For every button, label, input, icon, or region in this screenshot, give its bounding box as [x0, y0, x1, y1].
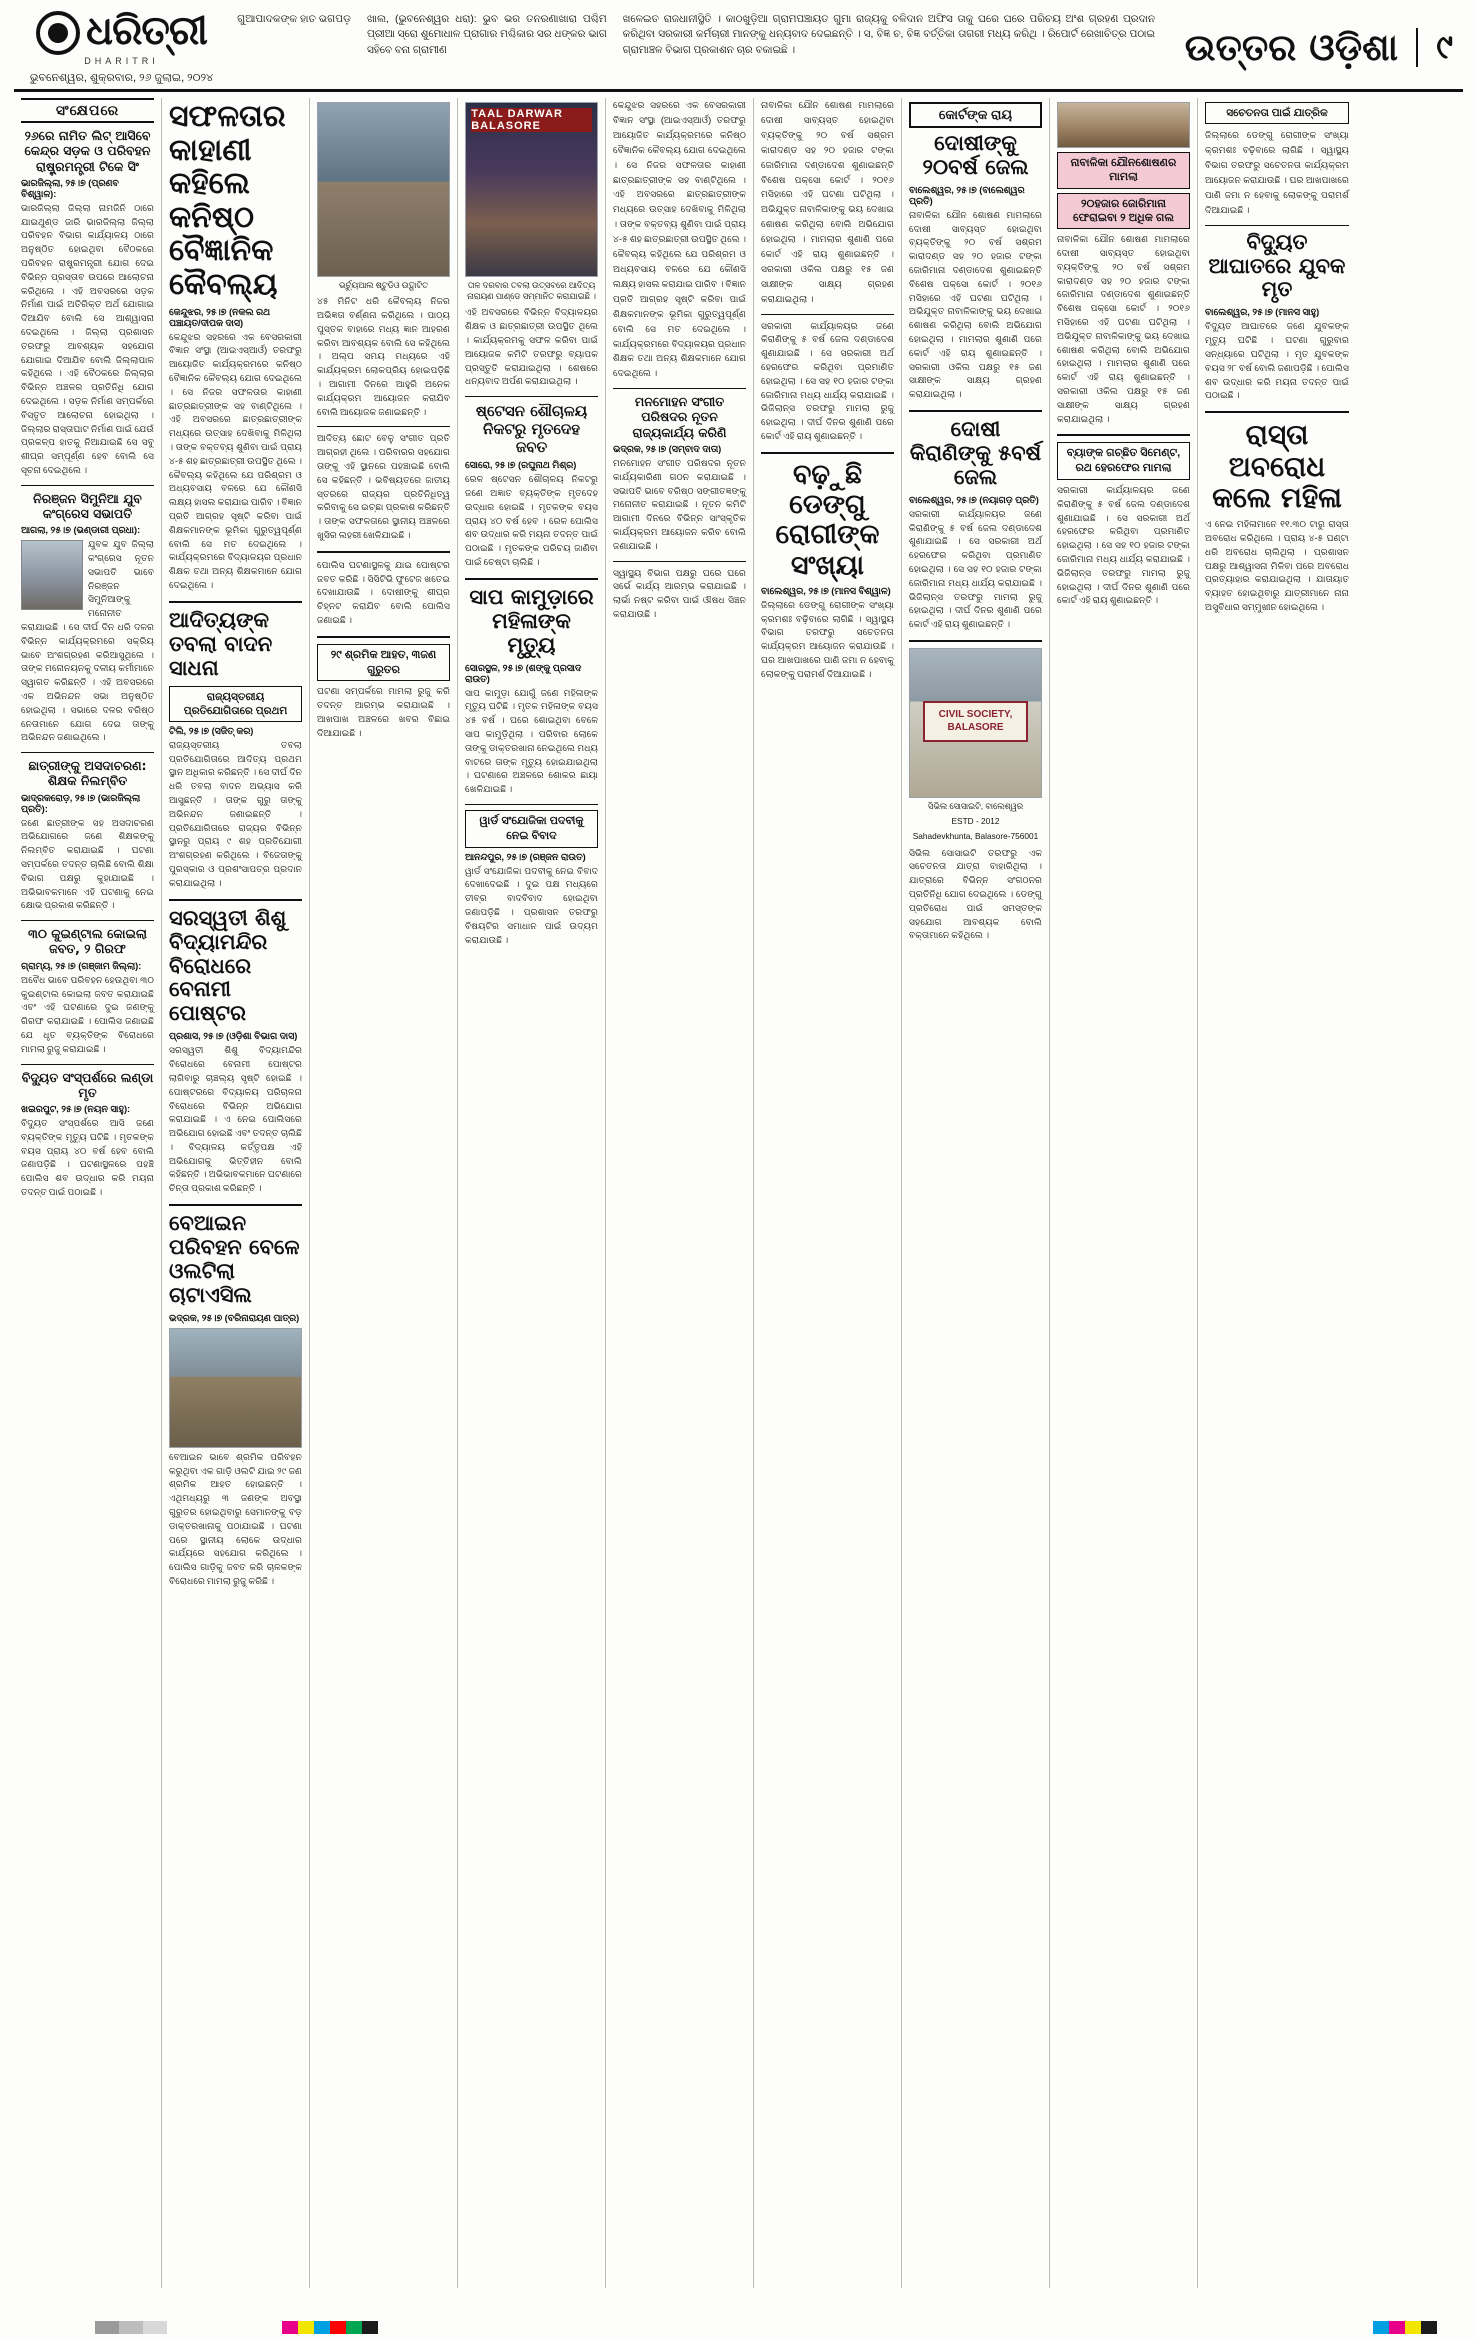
court-body-1-right: ନାବାଳିକା ଯୌନ ଶୋଷଣ ମାମଲାରେ ଦୋଷୀ ସାବ୍ୟସ୍ତ ହୋଇଥିବା ବ୍ୟକ୍ତିଙ୍କୁ ୨୦ ବର୍ଷ ସଶ୍ରମ କାରାଦଣ୍ଡ ସହ ୨୦ ହଜାର ଟଙ୍କା ଜୋରିମାନା ଦଣ୍ଡାଦେଶ ଶୁଣାଇଛନ୍ତି ବିଶେଷ ପକ୍ସୋ କୋର୍ଟ । ୨୦୧୬ ମସିହାରେ ଏହି ଘଟଣା ଘଟିଥିଲା । ଅଭିଯୁକ୍ତ ନାବାଳିକାଙ୍କୁ ଭୟ ଦେଖାଇ ଶୋଷଣ କରିଥିଲା ବୋଲି ଅଭିଯୋଗ ହୋଇଥିଲା । ମାମଲାର ଶୁଣାଣି ପରେ କୋର୍ଟ ଏହି ରାୟ ଶୁଣାଇଛନ୍ତି । ସରକାରୀ ଓକିଲ ପକ୍ଷରୁ ୧୫ ଜଣ ସାକ୍ଷୀଙ୍କ ସାକ୍ଷ୍ୟ ଗ୍ରହଣ କରାଯାଇଥିଲା । — [1057, 234, 1190, 424]
dengue-dateline: ବାଲେଶ୍ୱର, ୨୫।୭ (ମାନସ ବିଶ୍ୱାଳ) — [761, 585, 891, 596]
snake-dateline: ସୋରସ୍ଥଳ, ୨୫।୭ (ଶଙ୍କୁ ପ୍ରସାଦ ରାଉତ) — [465, 662, 582, 684]
civil-society-rally-photo — [909, 648, 1042, 798]
brief-dateline-5: ଖଇରପୁଟ, ୨୫।୭ (ନୟନ ସାହୁ): — [21, 1104, 131, 1114]
newspaper-logo: ଧରିତ୍ରୀ — [14, 10, 229, 55]
swirl-icon — [36, 11, 80, 55]
ward-tag: ୱାର୍ଡ ସଂଯୋଜିକା ପଦବୀକୁ ନେଇ ବିବାଦ — [465, 810, 598, 848]
brief-dateline-3: ଭାଦ୍ରକରୋଡ଼, ୨୫।୭ (ଭାରଜିଲ୍ଲା ପ୍ରତି): — [21, 792, 141, 814]
manmohan-body: ମନମୋହନ ସଂଗୀତ ପରିଷଦର ନୂତନ କାର୍ଯ୍ୟକାରିଣୀ ଗଠନ କରାଯାଇଛି । ସଭାପତି ଭାବେ ବରିଷ୍ଠ ସଙ୍ଗୀତଜ୍ଞଙ୍କୁ ମନୋନୀତ କରାଯାଇଛି । ନୂତନ କମିଟି ଆଗାମୀ ଦିନରେ ବିଭିନ୍ନ ସାଂସ୍କୃତିକ କାର୍ଯ୍ୟକ୍ରମ ଆୟୋଜନ କରିବ ବୋଲି ଜଣାଯାଇଛି । — [613, 457, 746, 551]
station-body: ରେଳ ଷ୍ଟେସନ ଶୌଚାଳୟ ନିକଟରୁ ଜଣେ ଅଜ୍ଞାତ ବ୍ୟକ୍ତିଙ୍କ ମୃତଦେହ ଉଦ୍ଧାର ହୋଇଛି । ମୃତକଙ୍କ ବୟସ ପ୍ରାୟ ୪୦ ବର୍ଷ ହେବ । ରେଳ ପୋଲିସ ଶବ ଉଦ୍ଧାର କରି ମୟନା ତଦନ୍ତ ପାଇଁ ପଠାଇଛି । ମୃତକଙ୍କ ପରିଚୟ ଜାଣିବା ପାଇଁ ଚେଷ୍ଟା ଚାଲିଛି । — [465, 474, 598, 567]
court-dateline-1: ବାଲେଶ୍ୱର, ୨୫।୭ (ବାଲେଶ୍ୱର ପ୍ରତି) — [909, 184, 1025, 206]
column-2 — [162, 98, 310, 2288]
print-registration-bars — [0, 2319, 1477, 2335]
column-4 — [458, 98, 606, 2288]
civil-society-estd: ESTD - 2012 — [951, 816, 1000, 827]
ward-body: ୱାର୍ଡ ସଂଯୋଜିକା ପଦବୀକୁ ନେଇ ବିବାଦ ଦେଖାଦେଇଛି । ଦୁଇ ପକ୍ଷ ମଧ୍ୟରେ ତୀବ୍ର ବାଦବିବାଦ ହୋଇଥିବା ଜଣାପଡ଼ିଛି । ପ୍ରଶାସନ ତରଫରୁ ବିଷୟଟିର ସମାଧାନ ପାଇଁ ଉଦ୍ୟମ କରାଯାଉଛି । — [465, 865, 598, 945]
court-dateline-2: ବାଲେଶ୍ୱର, ୨୫।୭ (ନୟାଗଡ଼ ପ୍ରତି) — [909, 494, 1039, 505]
saraswati-body: ସରସ୍ୱତୀ ଶିଶୁ ବିଦ୍ୟାମନ୍ଦିର ବିରୋଧରେ ବେନାମୀ ପୋଷ୍ଟର ଲାଗିବାରୁ ଚାଞ୍ଚଲ୍ୟ ସୃଷ୍ଟି ହୋଇଛି । ପୋଷ୍ଟରରେ ବିଦ୍ୟାଳୟ ପରିଚାଳନା ବିରୋଧରେ ବିଭିନ୍ନ ଅଭିଯୋଗ କରାଯାଇଛି । ଏ ନେଇ ପୋଲିସରେ ଅଭିଯୋଗ ହୋଇଛି ଏବଂ ତଦନ୍ତ ଚାଲିଛି । ବିଦ୍ୟାଳୟ କର୍ତ୍ତୃପକ୍ଷ ଏହି ଅଭିଯୋଗକୁ ଭିତ୍ତିହୀନ ବୋଲି କହିଛନ୍ତି । ଅଭିଭାବକମାନେ ଘଟଣାରେ ଚିନ୍ତା ପ୍ରକାଶ କରିଛନ୍ତି । — [169, 1045, 302, 1194]
edition-name: ଉତ୍ତର ଓଡ଼ିଶା — [1184, 25, 1399, 69]
page-grid — [14, 98, 1463, 2288]
brief-headline-4: ୩୦ କୁଇଣ୍ଟାଲ କୋଇଲା ଜବତ, ୨ ଗିରଫ — [28, 926, 147, 957]
snake-body: ସାପ କାମୁଡ଼ା ଯୋଗୁଁ ଜଣେ ମହିଳାଙ୍କ ମୃତ୍ୟୁ ଘଟିଛି । ମୃତକ ମହିଳାଙ୍କ ବୟସ ୪୫ ବର୍ଷ । ଘରେ ଶୋଇଥିବା ବେଳେ ସାପ କାମୁଡ଼ିଥିଲା । ପରିବାର ଲୋକେ ତାଙ୍କୁ ଡାକ୍ତରଖାନା ନେଇଥିଲେ ମଧ୍ୟ ବାଟରେ ତାଙ୍କ ମୃତ୍ୟୁ ହୋଇଯାଇଥିଲା । ଘଟଣାରେ ଅଞ୍ଚଳରେ ଶୋକର ଛାୟା ଖେଳିଯାଇଛି । — [465, 687, 598, 795]
column-9 — [1198, 98, 1356, 2288]
lead-dateline: କେନ୍ଦୁଝର, ୨୫।୭ (ନକଲ ରଥ ପଞ୍ଚାୟତ/ଦୀପକ ଦାସ) — [169, 306, 270, 328]
column-brief — [14, 98, 162, 2288]
tabla-dateline: ଟିଲି, ୨୫।୭ (ସଜିତ୍ କର) — [169, 725, 254, 736]
tabla-photo-caption: ତାଳ ଦରବାର ତବଲା ଉତ୍ସବରେ ଆଦିତ୍ୟ ନାରାୟଣ ପାଣ୍ଡେ ସମ୍ମାନିତ କରାଯାଇଛି । — [467, 280, 596, 302]
brief-dateline-1: ଭାରଜିଲ୍ଲା, ୨୫।୭ (ପ୍ରଣବ ବିଶ୍ୱାଳ): — [21, 177, 119, 199]
brief-body-3: ଜଣେ ଛାତ୍ରୀଙ୍କ ସହ ଅସଦାଚରଣ ଅଭିଯୋଗରେ ଜଣେ ଶିକ୍ଷକଙ୍କୁ ନିଲମ୍ବିତ କରାଯାଇଛି । ଘଟଣା ସମ୍ପର୍କରେ ତଦନ୍ତ ଚାଲିଛି ବୋଲି ଶିକ୍ଷା ବିଭାଗ ପକ୍ଷରୁ କୁହାଯାଇଛି । ଅଭିଭାବକମାନେ ଏହି ଘଟଣାକୁ ନେଇ କ୍ଷୋଭ ପ୍ରକାଶ କରିଛନ୍ତି । — [21, 817, 154, 911]
lead-body-left: କେନ୍ଦୁଝର ସହରରେ ଏକ ବେସରକାରୀ ବିଜ୍ଞାନ ସଂସ୍ଥା (ଆଇଏସ୍ଆର୍ଓ) ତରଫରୁ ଆୟୋଜିତ କାର୍ଯ୍ୟକ୍ରମରେ କନିଷ୍ଠ ବୈଜ୍ଞାନିକ କୈବଲ୍ୟ ଯୋଗ ଦେଇଥିଲେ । ସେ ନିଜର ସଫଳତାର କାହାଣୀ ଛାତ୍ରଛାତ୍ରୀଙ୍କ ସହ ବାଣ୍ଟିଥିଲେ । ଏହି ଅବସରରେ ଛାତ୍ରଛାତ୍ରୀଙ୍କ ମଧ୍ୟରେ ଉତ୍ସାହ ଦେଖିବାକୁ ମିଳିଥିଲା । ତାଙ୍କ ବକ୍ତବ୍ୟ ଶୁଣିବା ପାଇଁ ପ୍ରାୟ ୪-୫ ଶହ ଛାତ୍ରଛାତ୍ରୀ ଉପସ୍ଥିତ ଥିଲେ । କୈବଲ୍ୟ କହିଥିଲେ ଯେ ପରିଶ୍ରମ ଓ ଅଧ୍ୟବସାୟ ବଳରେ ଯେ କୌଣସି ଲକ୍ଷ୍ୟ ହାସଲ କରାଯାଇ ପାରିବ । ବିଜ୍ଞାନ ପ୍ରତି ଆଗ୍ରହ ସୃଷ୍ଟି କରିବା ପାଇଁ ଶିକ୍ଷକମାନଙ୍କ ଭୂମିକା ଗୁରୁତ୍ୱପୂର୍ଣ୍ଣ ବୋଲି ସେ ମତ ଦେଇଥିଲେ । କାର୍ଯ୍ୟକ୍ରମରେ ବିଦ୍ୟାଳୟର ପ୍ରଧାନ ଶିକ୍ଷକ ତଥା ଅନ୍ୟ ଶିକ୍ଷକମାନେ ଯୋଗ ଦେଇଥିଲେ । — [169, 331, 302, 590]
cmyk-bars-right — [1373, 2321, 1437, 2334]
dengue-side-tag: ସଚେତନତା ପାଇଁ ଯାତ୍ରିକ — [1205, 102, 1349, 124]
court-headline-1: ଦୋଷୀଙ୍କୁ ୨୦ବର୍ଷ ଜେଲ — [922, 131, 1029, 179]
tabla-headline: ଆଦିତ୍ୟଙ୍କ ତବଲା ବାଦନ ସାଧନା — [169, 607, 273, 680]
court-section-tag: କୋର୍ଟଙ୍କ ରାୟ — [909, 102, 1042, 128]
lead-body-mid: ୪୫ ମିନିଟ ଧରି କୈବଲ୍ୟ ନିଜର ଅଭିଜ୍ଞତା ବର୍ଣ୍ଣନା କରିଥିଲେ । ପାଠ୍ୟ ପୁସ୍ତକ ବାହାରେ ମଧ୍ୟ ଜ୍ଞାନ ଆହରଣ କରିବା ଆବଶ୍ୟକ ବୋଲି ସେ କହିଥିଲେ । ଅଲ୍ପ ସମୟ ମଧ୍ୟରେ ଏହି କାର୍ଯ୍ୟକ୍ରମ ଲୋକପ୍ରିୟ ହୋଇପଡ଼ିଛି । ଆଗାମୀ ଦିନରେ ଆହୁରି ଅନେକ କାର୍ଯ୍ୟକ୍ରମ ଆୟୋଜନ କରାଯିବ ବୋଲି ଆୟୋଜକ ଜଣାଇଛନ୍ତି । — [317, 296, 450, 417]
saraswati-headline: ସରସ୍ୱତୀ ଶିଶୁ ବିଦ୍ୟାମନ୍ଦିର ବିରୋଧରେ ବେନାମୀ ପୋଷ୍ଟର — [169, 905, 287, 1026]
tabla-award-photo — [465, 102, 598, 277]
brief-headline-3: ଛାତ୍ରୀଙ୍କୁ ଅସଦାଚରଣ: ଶିକ୍ଷକ ନିଲମ୍ବିତ — [28, 758, 147, 789]
beainn-dateline: ଭଦ୍ରକ, ୨୫।୭ (ବରିନାରାୟଣ ପାତ୍ର) — [169, 1312, 300, 1323]
brief-body-5: ବିଦ୍ୟୁତ ସଂସ୍ପର୍ଶରେ ଆସି ଜଣେ ବ୍ୟକ୍ତିଙ୍କ ମୃତ୍ୟୁ ଘଟିଛି । ମୃତକଙ୍କ ବୟସ ପ୍ରାୟ ୪୦ ବର୍ଷ ହେବ ବୋଲି ଜଣାପଡ଼ିଛି । ଘଟଣାସ୍ଥଳରେ ପହଞ୍ଚି ପୋଲିସ ଶବ ଉଦ୍ଧାର କରି ମୟନା ତଦନ୍ତ ପାଇଁ ପଠାଇଛି । — [21, 1118, 154, 1197]
saraswati-body-2: ପୋଲିସ ଘଟଣାସ୍ଥଳକୁ ଯାଇ ପୋଷ୍ଟର ଜବତ କରିଛି । ସିସିଟିଭି ଫୁଟେଜ ଖତେଇ ଦେଖାଯାଉଛି । ଦୋଷୀଙ୍କୁ ଶୀଘ୍ର ଚିହ୍ନଟ କରାଯିବ ବୋଲି ପୋଲିସ ଜଣାଇଛି । — [317, 559, 450, 625]
brief-body-4: ଅବୈଧ ଭାବେ ପରିବହନ ହେଉଥିବା ୩୦ କୁଇଣ୍ଟାଲ କୋଇଲା ଜବତ କରାଯାଇଛି ଏବଂ ଏହି ଘଟଣାରେ ଦୁଇ ଜଣଙ୍କୁ ଗିରଫ କରାଯାଇଛି । ପୋଲିସ ଜଣାଇଛି ଯେ ଧୃତ ବ୍ୟକ୍ତିଙ୍କ ବିରୋଧରେ ମାମଲା ରୁଜୁ କରାଯାଇଛି । — [21, 974, 154, 1054]
dengue-side-body: ଜିଲ୍ଲାରେ ଡେଙ୍ଗୁ ରୋଗୀଙ୍କ ସଂଖ୍ୟା କ୍ରମଶଃ ବଢ଼ିବାରେ ଲାଗିଛି । ସ୍ୱାସ୍ଥ୍ୟ ବିଭାଗ ତରଫରୁ ସଚେତନତା କାର୍ଯ୍ୟକ୍ରମ ଆୟୋଜନ କରାଯାଉଛି । ଘର ଆଖପାଖରେ ପାଣି ଜମା ନ ହେବାକୁ ଲୋକଙ୍କୁ ପରାମର୍ଶ ଦିଆଯାଇଛି । — [1205, 130, 1349, 215]
studio-inauguration-photo — [317, 102, 450, 277]
column-5 — [606, 98, 754, 2288]
dengue-body: ଜିଲ୍ଲାରେ ଡେଙ୍ଗୁ ରୋଗୀଙ୍କ ସଂଖ୍ୟା କ୍ରମଶଃ ବଢ଼ିବାରେ ଲାଗିଛି । ସ୍ୱାସ୍ଥ୍ୟ ବିଭାଗ ତରଫରୁ ସଚେତନତା କାର୍ଯ୍ୟକ୍ରମ ଆୟୋଜନ କରାଯାଉଛି । ଘର ଆଖପାଖରେ ପାଣି ଜମା ନ ହେବାକୁ ଲୋକଙ୍କୁ ପରାମର୍ଶ ଦିଆଯାଇଛି । — [761, 599, 894, 679]
snake-headline: ସାପ କାମୁଡ଼ାରେ ମହିଳାଙ୍କ ମୃତ୍ୟୁ — [469, 584, 594, 657]
masthead-column-c: ଖଳେଇତ ରାଜଧାନୀସ୍ଥିତି । କାଠଖୁଡ଼ିଆ ଗ୍ରାମପଞ୍ଚାୟତ ଗୁମା ରାଜ୍ୟକୁ ବଳିଦାନ ଅଫିସ ତାକୁ ଘରେ ଘରେ ପରିଚୟ ଅଂଶ ଗ୍ରହଣ ପ୍ରଦାନ କରିଥିବା ସରକାରୀ କର୍ମଚାରୀ ମାନଙ୍କୁ ଧନ୍ୟବାଦ ଦେଇଛନ୍ତି । ସ, ବିଜ୍ଞ ଚ, ବିଜ୍ଞ ବର୍ତ୍ତିକା ତାଗରୀ ମଧ୍ୟ କରିଥି । ରିପୋର୍ଟ ରେଖାଚିତ୍ର ପଠାଇ ଗ୍ରାମାଞ୍ଚଳ ବିଭାଗ ପ୍ରକାଶନ ଚାର ବକାଇଛି । — [622, 14, 1155, 56]
court-body-2-cont: ସରକାରୀ କାର୍ଯ୍ୟାଳୟର ଜଣେ କିରାଣିଙ୍କୁ ୫ ବର୍ଷ ଜେଲ ଦଣ୍ଡାଦେଶ ଶୁଣାଯାଇଛି । ସେ ସରକାରୀ ଅର୍ଥ ହେରଫେର କରିଥିବା ପ୍ରମାଣିତ ହୋଇଥିଲା । ସେ ସହ ୧୦ ହଜାର ଟଙ୍କା ଜୋରିମାନା ମଧ୍ୟ ଧାର୍ଯ୍ୟ କରାଯାଇଛି । ଭିଜିଲାନ୍ସ ତରଫରୁ ମାମଲା ରୁଜୁ ହୋଇଥିଲା । ଦୀର୍ଘ ଦିନର ଶୁଣାଣି ପରେ କୋର୍ଟ ଏହି ରାୟ ଶୁଣାଇଛନ୍ତି । — [909, 508, 1042, 630]
dengue-body-2: ସିଭିଲ ସୋସାଇଟି ତରଫରୁ ଏକ ସଚେତନତା ଯାତ୍ରା ବାହାରିଥିଲା । ଯାତ୍ରାରେ ବିଭିନ୍ନ ସଂଗଠନର ପ୍ରତିନିଧି ଯୋଗ ଦେଇଥିଲେ । ଡେଙ୍ଗୁ ପ୍ରତିରୋଧ ପାଇଁ ସମସ୍ତଙ୍କ ସହଯୋଗ ଆବଶ୍ୟକ ବୋଲି ବକ୍ତାମାନେ କହିଥିଲେ । — [909, 847, 1042, 941]
civil-society-banner-sub: ସିଭିଲ ସୋସାଇଟି, ବାଲେଶ୍ୱର — [927, 801, 1024, 812]
brief-headline-5: ବିଦ୍ୟୁତ ସଂସ୍ପର୍ଶରେ ଲଣ୍ଡା ମୃତ — [21, 1069, 154, 1100]
court-body-1-cont: ନାବାଳିକା ଯୌନ ଶୋଷଣ ମାମଲାରେ ଦୋଷୀ ସାବ୍ୟସ୍ତ ହୋଇଥିବା ବ୍ୟକ୍ତିଙ୍କୁ ୨୦ ବର୍ଷ ସଶ୍ରମ କାରାଦଣ୍ଡ ସହ ୨୦ ହଜାର ଟଙ୍କା ଜୋରିମାନା ଦଣ୍ଡାଦେଶ ଶୁଣାଇଛନ୍ତି ବିଶେଷ ପକ୍ସୋ କୋର୍ଟ । ୨୦୧୬ ମସିହାରେ ଏହି ଘଟଣା ଘଟିଥିଲା । ଅଭିଯୁକ୍ତ ନାବାଳିକାଙ୍କୁ ଭୟ ଦେଖାଇ ଶୋଷଣ କରିଥିଲା ବୋଲି ଅଭିଯୋଗ ହୋଇଥିଲା । ମାମଲାର ଶୁଣାଣି ପରେ କୋର୍ଟ ଏହି ରାୟ ଶୁଣାଇଛନ୍ତି । ସରକାରୀ ଓକିଲ ପକ୍ଷରୁ ୧୫ ଜଣ ସାକ୍ଷୀଙ୍କ ସାକ୍ଷ୍ୟ ଗ୍ରହଣ କରାଯାଇଥିଲା । — [909, 209, 1042, 400]
tabla-subhead: ରାଜ୍ୟସ୍ତରୀୟ ପ୍ରତିଯୋଗିତାରେ ପ୍ରଥମ — [169, 686, 302, 722]
manmohan-dateline: ଭଦ୍ରକ, ୨୫।୭ (ସମ୍ବାଦ ଦାତା) — [613, 443, 722, 454]
road-block-headline: ରାସ୍ତା ଅବରୋଧ କଲେ ମହିଳା — [1212, 418, 1342, 514]
brief-headline-1: ୨୬ରେ ନାମିତ ଲିଟ୍ ଆସିବେ କେନ୍ଦ୍ର ସଡ଼କ ଓ ପରିବହନ ରାଷ୍ଟ୍ରମନ୍ତ୍ରୀ ଟିକେ ସିଂ — [24, 128, 151, 174]
manmohan-headline: ମନମୋହନ ସଂଗୀତ ପରିଷଦର ନୂତନ ରାଜ୍ୟକାର୍ଯ୍ୟ କରିଣି — [632, 394, 727, 440]
overturned-truck-photo — [169, 1328, 302, 1448]
publication-date: ଭୁବନେଶ୍ୱର, ଶୁକ୍ରବାର, ୨୬ ଜୁଲାଇ, ୨୦୨୪ — [29, 72, 214, 84]
brief-dateline-4: ଗ୍ରାମ୍ୟ, ୨୫।୭ (ଗଞ୍ଜାମ ଜିଲ୍ଲା): — [21, 960, 142, 971]
column-7 — [902, 98, 1050, 2288]
court-body-2: ସରକାରୀ କାର୍ଯ୍ୟାଳୟର ଜଣେ କିରାଣିଙ୍କୁ ୫ ବର୍ଷ ଜେଲ ଦଣ୍ଡାଦେଶ ଶୁଣାଯାଇଛି । ସେ ସରକାରୀ ଅର୍ଥ ହେରଫେର କରିଥିବା ପ୍ରମାଣିତ ହୋଇଥିଲା । ସେ ସହ ୧୦ ହଜାର ଟଙ୍କା ଜୋରିମାନା ମଧ୍ୟ ଧାର୍ଯ୍ୟ କରାଯାଇଛି । ଭିଜିଲାନ୍ସ ତରଫରୁ ମାମଲା ରୁଜୁ ହୋଇଥିଲା । ଦୀର୍ଘ ଦିନର ଶୁଣାଣି ପରେ କୋର୍ଟ ଏହି ରାୟ ଶୁଣାଇଛନ୍ତି । — [761, 320, 894, 442]
saraswati-dateline: ପ୍ରଶାସ, ୨୫।୭ (ଓଡ଼ିଶା ବିଭାଗ ଦାସ) — [169, 1031, 298, 1042]
masthead-column-b: ଖାଲ, (ଭୁବନେଶ୍ୱର ଧରା): ଭୁବ ଭର ତନରଣାଖାରା ପଶ୍ଚିମ ପ୍ରୀଆ ସ୍ରୋ ଶୁମୋଧାଳ ପ୍ରାଗାର ମଶ୍ଚିକାର ସର ଧଙ୍କର ଭାଗ ସହିବେ ବନା ଗ୍ରାମୀଣ — [367, 14, 607, 56]
dengue-headline: ବଢ଼ୁଛି ଡେଙ୍ଗୁ ରୋଗୀଙ୍କ ସଂଖ୍ୟା — [775, 458, 880, 581]
logo-subtext: DHARITRI — [84, 56, 159, 66]
court-building-photo — [1057, 102, 1190, 148]
column-3 — [310, 98, 458, 2288]
beainn-casualty-tag: ୨୯ ଶ୍ରମିକ ଆହତ, ୩ଜଣ ଗୁରୁତର — [317, 644, 450, 682]
brief-body-2: ଯୁବକ ଯୁବ ଜିଲ୍ଲା କଂଗ୍ରେସ ନୂତନ ସଭାପତି ଭାବେ ନିରଞ୍ଜନ ସିମୁନିଆଙ୍କୁ ମନୋନୀତ କରାଯାଇଛି । ସେ ଦୀର୍ଘ ଦିନ ଧରି ଦଳର ବିଭିନ୍ନ କାର୍ଯ୍ୟକ୍ରମରେ ସକ୍ରିୟ ଭାବେ ଅଂଶଗ୍ରହଣ କରିଆସୁଥିଲେ । ତାଙ୍କ ମନୋନୟନକୁ ଦଳୀୟ କର୍ମୀମାନେ ସ୍ୱାଗତ କରିଛନ୍ତି । ଏହି ଅବସରରେ ଏକ ଅଭିନନ୍ଦନ ସଭା ଅନୁଷ୍ଠିତ ହୋଇଥିଲା । ସଭାରେ ଦଳର ବରିଷ୍ଠ ନେତାମାନେ ଯୋଗ ଦେଇ ତାଙ୍କୁ ଅଭିନନ୍ଦନ ଜଣାଇଥିଲେ । — [21, 539, 154, 743]
taal-banner-text: TAAL DARWAR BALASORE — [471, 108, 592, 132]
beainn-body: ବେଆଇନ ଭାବେ ଶ୍ରମିକ ପରିବହନ କରୁଥିବା ଏକ ଗାଡ଼ି ଓଲଟି ଯାଇ ୨୯ ଜଣ ଶ୍ରମିକ ଆହତ ହୋଇଛନ୍ତି । ଏଥିମଧ୍ୟରୁ ୩ ଜଣଙ୍କ ଅବସ୍ଥା ଗୁରୁତର ହୋଇଥିବାରୁ ସେମାନଙ୍କୁ ବଡ଼ ଡାକ୍ତରଖାନାକୁ ପଠାଯାଇଛି । ଘଟଣା ପରେ ସ୍ଥାନୀୟ ଲୋକେ ଉଦ୍ଧାର କାର୍ଯ୍ୟରେ ସହଯୋଗ କରିଥିଲେ । ପୋଲିସ ଗାଡ଼ିକୁ ଜବତ କରି ଚାଳକଙ୍କ ବିରୋଧରେ ମାମଲା ରୁଜୁ କରିଛି । — [169, 1451, 302, 1586]
lead-extra-body: କେନ୍ଦୁଝର ସହରରେ ଏକ ବେସରକାରୀ ବିଜ୍ଞାନ ସଂସ୍ଥା (ଆଇଏସ୍ଆର୍ଓ) ତରଫରୁ ଆୟୋଜିତ କାର୍ଯ୍ୟକ୍ରମରେ କନିଷ୍ଠ ବୈଜ୍ଞାନିକ କୈବଲ୍ୟ ଯୋଗ ଦେଇଥିଲେ । ସେ ନିଜର ସଫଳତାର କାହାଣୀ ଛାତ୍ରଛାତ୍ରୀଙ୍କ ସହ ବାଣ୍ଟିଥିଲେ । ଏହି ଅବସରରେ ଛାତ୍ରଛାତ୍ରୀଙ୍କ ମଧ୍ୟରେ ଉତ୍ସାହ ଦେଖିବାକୁ ମିଳିଥିଲା । ତାଙ୍କ ବକ୍ତବ୍ୟ ଶୁଣିବା ପାଇଁ ପ୍ରାୟ ୪-୫ ଶହ ଛାତ୍ରଛାତ୍ରୀ ଉପସ୍ଥିତ ଥିଲେ । କୈବଲ୍ୟ କହିଥିଲେ ଯେ ପରିଶ୍ରମ ଓ ଅଧ୍ୟବସାୟ ବଳରେ ଯେ କୌଣସି ଲକ୍ଷ୍ୟ ହାସଲ କରାଯାଇ ପାରିବ । ବିଜ୍ଞାନ ପ୍ରତି ଆଗ୍ରହ ସୃଷ୍ଟି କରିବା ପାଇଁ ଶିକ୍ଷକମାନଙ୍କ ଭୂମିକା ଗୁରୁତ୍ୱପୂର୍ଣ୍ଣ ବୋଲି ସେ ମତ ଦେଇଥିଲେ । କାର୍ଯ୍ୟକ୍ରମରେ ବିଦ୍ୟାଳୟର ପ୍ରଧାନ ଶିକ୍ଷକ ତଥା ଅନ୍ୟ ଶିକ୍ଷକମାନେ ଯୋଗ ଦେଇଥିଲେ । — [613, 100, 746, 379]
studio-photo-caption: ଭର୍ଚ୍ୟୁଆଲ ଷ୍ଟୁଡିଓ ଉଦ୍ଘାଟିତ — [338, 280, 429, 290]
brief-body-1: ଭାରଜିଲ୍ଲା ଜିଲ୍ଲା ନାମଜିନି ଠାରେ ଯାଇଥୁଣ୍ଡ ଜାରି ଭାରଜିଲ୍ଲା ଜିଲ୍ଲା ପରିବହନ ବିଭାଗ କାର୍ଯ୍ୟାଳୟ ଠାରେ ଅନୁଷ୍ଠିତ ହୋଇଥିବା ବୈଠକରେ ପରିବହନ ରାଷ୍ଟ୍ରମନ୍ତ୍ରୀ ଯୋଗ ଦେଇ ବିଭିନ୍ନ ପ୍ରସ୍ତାବ ଉପରେ ଆଲୋଚନା କରିଥିଲେ । ଏହି ଅବସରରେ ସଡ଼କ ନିର୍ମାଣ ପାଇଁ ଅତିରିକ୍ତ ଅର୍ଥ ଯୋଗାଇ ଦିଆଯିବ ବୋଲି ସେ ଆଶ୍ୱାସନା ଦେଇଥିଲେ । ଜିଲ୍ଲା ପ୍ରଶାସନ ତରଫରୁ ଆବଶ୍ୟକ ସହଯୋଗ ଯୋଗାଇ ଦିଆଯିବ ବୋଲି ଜିଲ୍ଲାପାଳ କହିଥିଲେ । ଏହି ବୈଠକରେ ଜିଲ୍ଲାର ବିଭିନ୍ନ ଅଞ୍ଚଳର ପ୍ରତିନିଧି ଯୋଗ ଦେଇଥିଲେ । ସଡ଼କ ନିର୍ମାଣ ସମ୍ପର୍କରେ ବିସ୍ତୃତ ଆଲୋଚନା ହୋଇଥିଲା । ଜିଲ୍ଲାର ରାସ୍ତାଘାଟ ନିର୍ମାଣ ପାଇଁ ଯେଉଁ ପ୍ରକଳ୍ପ ହାତକୁ ନିଆଯାଇଛି ସେ ସବୁ ଶୀଘ୍ର ସମ୍ପୂର୍ଣ୍ଣ ହେବ ବୋଲି ସେ ସୂଚନା ଦେଇଥିଲେ । — [21, 202, 154, 475]
lead-body-right: ଏହି ଅବସରରେ ବିଭିନ୍ନ ବିଦ୍ୟାଳୟର ଶିକ୍ଷକ ଓ ଛାତ୍ରଛାତ୍ରୀ ଉପସ୍ଥିତ ଥିଲେ । କାର୍ଯ୍ୟକ୍ରମକୁ ସଫଳ କରିବା ପାଇଁ ଆୟୋଜକ କମିଟି ତରଫରୁ ବ୍ୟାପକ ପ୍ରସ୍ତୁତି କରାଯାଇଥିଲା । ଶେଷରେ ଧନ୍ୟବାଦ ଅର୍ପଣ କରାଯାଇଥିଲା । — [465, 307, 598, 387]
court-headline-2: ଦୋଷୀ କିରାଣିଙ୍କୁ ୫ବର୍ଷ ଜେଲ — [909, 417, 1042, 489]
main-columns — [162, 98, 1463, 2288]
ward-dateline: ଆନନ୍ଦପୁର, ୨୫।୭ (ରଞ୍ଜନ ରାଉତ) — [465, 851, 586, 862]
beainn-headline: ବେଆଇନ ପରିବହନ ବେଳେ ଓଲଟିଲା ଚାଟାଏସିଲ — [169, 1211, 300, 1307]
dengue-body-3: ସ୍ୱାସ୍ଥ୍ୟ ବିଭାଗ ପକ୍ଷରୁ ଘରେ ଘରେ ସର୍ଭେ କାର୍ଯ୍ୟ ଆରମ୍ଭ କରାଯାଇଛି । ଲାର୍ଭା ନଷ୍ଟ କରିବା ପାଇଁ ଔଷଧ ସିଞ୍ଚନ କରାଯାଉଛି । — [613, 567, 746, 619]
portrait-photo — [21, 540, 83, 610]
civil-society-banner: CIVIL SOCIETY, BALASORE — [923, 701, 1028, 742]
column-6 — [754, 98, 902, 2288]
pocso-case-tag: ନାବାଳିକା ଯୌନଶୋଷଣର ମାମଲା — [1057, 152, 1190, 189]
page-number: ୯ — [1416, 28, 1453, 67]
beainn-body-repeat: ଘଟଣା ସମ୍ପର୍କରେ ମାମଲା ରୁଜୁ କରି ତଦନ୍ତ ଆରମ୍ଭ କରାଯାଇଛି । ଆଖପାଖ ଅଞ୍ଚଳରେ ଖବର ବିଛାଇ ଦିଆଯାଇଛି । — [317, 686, 450, 738]
logo-block — [14, 10, 229, 85]
electric-headline: ବିଦ୍ୟୁତ ଆଘାତରେ ଯୁବକ ମୃତ — [1208, 229, 1346, 302]
brief-dateline-2: ଆଗଲା, ୨୫।୭ (ଭଣ୍ଡାରୀ ପ୍ରଧା): — [21, 525, 141, 536]
brief-headline-2: ନିରଞ୍ଜନ ସିମୁନିଆ ଯୁବ କଂଗ୍ରେସ ସଭାପତି — [33, 490, 142, 521]
cmyk-bars-left — [282, 2321, 378, 2334]
section-kicker-brief: ସଂକ୍ଷେପରେ — [21, 98, 154, 123]
lead-headline: ସଫଳତାର କାହାଣୀ କହିଲେ କନିଷ୍ଠ ବୈଜ୍ଞାନିକ କୈବଲ୍ୟ — [169, 99, 286, 302]
road-block-body: ଏ ନେଇ ମହିଳାମାନେ ୧୧.୩୦ ଟାରୁ ରାସ୍ତା ଅବରୋଧ କରିଥିଲେ । ପ୍ରାୟ ୪-୫ ଘଣ୍ଟା ଧରି ଅବରୋଧ ଚାଲିଥିଲା । ପ୍ରଶାସନ ପକ୍ଷରୁ ଆଶ୍ୱାସନା ମିଳିବା ପରେ ଅବରୋଧ ପ୍ରତ୍ୟାହାର କରାଯାଇଥିଲା । ଯାତାୟାତ ବ୍ୟାହତ ହୋଇଥିବାରୁ ଯାତ୍ରୀମାନେ ନାନା ଅସୁବିଧାର ସମ୍ମୁଖୀନ ହୋଇଥିଲେ । — [1205, 519, 1349, 613]
court-body-2-right: ସରକାରୀ କାର୍ଯ୍ୟାଳୟର ଜଣେ କିରାଣିଙ୍କୁ ୫ ବର୍ଷ ଜେଲ ଦଣ୍ଡାଦେଶ ଶୁଣାଯାଇଛି । ସେ ସରକାରୀ ଅର୍ଥ ହେରଫେର କରିଥିବା ପ୍ରମାଣିତ ହୋଇଥିଲା । ସେ ସହ ୧୦ ହଜାର ଟଙ୍କା ଜୋରିମାନା ମଧ୍ୟ ଧାର୍ଯ୍ୟ କରାଯାଇଛି । ଭିଜିଲାନ୍ସ ତରଫରୁ ମାମଲା ରୁଜୁ ହୋଇଥିଲା । ଦୀର୍ଘ ଦିନର ଶୁଣାଣି ପରେ କୋର୍ଟ ଏହି ରାୟ ଶୁଣାଇଛନ୍ତି । — [1057, 485, 1190, 606]
electric-body: ବିଦ୍ୟୁତ ଆଘାତରେ ଜଣେ ଯୁବକଙ୍କ ମୃତ୍ୟୁ ଘଟିଛି । ଘଟଣା ଗୁରୁବାର ସନ୍ଧ୍ୟାରେ ଘଟିଥିଲା । ମୃତ ଯୁବକଙ୍କ ବୟସ ୨୮ ବର୍ଷ ବୋଲି ଜଣାପଡ଼ିଛି । ପୋଲିସ ଶବ ଉଦ୍ଧାର କରି ମୟନା ତଦନ୍ତ ପାଇଁ ପଠାଇଛି । — [1205, 321, 1349, 401]
court-body-1: ନାବାଳିକା ଯୌନ ଶୋଷଣ ମାମଲାରେ ଦୋଷୀ ସାବ୍ୟସ୍ତ ହୋଇଥିବା ବ୍ୟକ୍ତିଙ୍କୁ ୨୦ ବର୍ଷ ସଶ୍ରମ କାରାଦଣ୍ଡ ସହ ୨୦ ହଜାର ଟଙ୍କା ଜୋରିମାନା ଦଣ୍ଡାଦେଶ ଶୁଣାଇଛନ୍ତି ବିଶେଷ ପକ୍ସୋ କୋର୍ଟ । ୨୦୧୬ ମସିହାରେ ଏହି ଘଟଣା ଘଟିଥିଲା । ଅଭିଯୁକ୍ତ ନାବାଳିକାଙ୍କୁ ଭୟ ଦେଖାଇ ଶୋଷଣ କରିଥିଲା ବୋଲି ଅଭିଯୋଗ ହୋଇଥିଲା । ମାମଲାର ଶୁଣାଣି ପରେ କୋର୍ଟ ଏହି ରାୟ ଶୁଣାଇଛନ୍ତି । ସରକାରୀ ଓକିଲ ପକ୍ଷରୁ ୧୫ ଜଣ ସାକ୍ଷୀଙ୍କ ସାକ୍ଷ୍ୟ ଗ୍ରହଣ କରାଯାଇଥିଲା । — [761, 100, 894, 304]
station-dateline: ସୋରୋ, ୨୫।୭ (ରଘୁନାଥ ମିଶ୍ର) — [465, 460, 577, 471]
column-8 — [1050, 98, 1198, 2288]
masthead — [14, 10, 1463, 92]
bank-case-tag: ବ୍ୟାଙ୍କ ଗଚ୍ଛିତ ସିମେଣ୍ଟ, ରଥ ହେରଫେର ମାମଲା — [1057, 442, 1190, 480]
masthead-column-a: ଗୁଆପାଦକଙ୍କ ହାତ ଭଗପଡ଼ — [237, 13, 351, 25]
civil-society-address: Sahadevkhunta, Balasore-756001 — [912, 831, 1039, 842]
fine-tag: ୨୦ହଜାର ଜୋରିମାନା ଫେରାଇବା ୨ ଅଧିକ ଗଲ — [1057, 193, 1190, 230]
grey-scale-bars — [95, 2321, 167, 2334]
station-headline: ଷ୍ଟେସନ ଶୌଚାଳୟ ନିକଟରୁ ମୃତଦେହ ଜବତ — [475, 402, 588, 457]
tabla-body-2: ଆଦିତ୍ୟ ଛୋଟ ବେଳୁ ସଂଗୀତ ପ୍ରତି ଆଗ୍ରହୀ ଥିଲେ । ପରିବାରର ସହଯୋଗ ତାଙ୍କୁ ଏହି ସ୍ଥାନରେ ପହଞ୍ଚାଇଛି ବୋଲି ସେ କହିଛନ୍ତି । ଭବିଷ୍ୟତରେ ଜାତୀୟ ସ୍ତରରେ ରାଜ୍ୟର ପ୍ରତିନିଧିତ୍ୱ କରିବାକୁ ସେ ଇଚ୍ଛା ପ୍ରକାଶ କରିଛନ୍ତି । ତାଙ୍କ ସଫଳତାରେ ସ୍ଥାନୀୟ ଅଞ୍ଚଳରେ ଖୁସିର ଲହରୀ ଖେଳିଯାଇଛି । — [317, 433, 450, 540]
edition-block — [1163, 10, 1463, 85]
tabla-body: ରାଜ୍ୟସ୍ତରୀୟ ତବଲା ପ୍ରତିଯୋଗିତାରେ ଆଦିତ୍ୟ ପ୍ରଥମ ସ୍ଥାନ ଅଧିକାର କରିଛନ୍ତି । ସେ ଦୀର୍ଘ ଦିନ ଧରି ତବଲା ବାଦନ ଅଭ୍ୟାସ କରି ଆସୁଛନ୍ତି । ତାଙ୍କ ଗୁରୁ ତାଙ୍କୁ ଅଭିନନ୍ଦନ ଜଣାଇଛନ୍ତି । ପ୍ରତିଯୋଗିତାରେ ରାଜ୍ୟର ବିଭିନ୍ନ ସ୍ଥାନରୁ ପ୍ରାୟ ୯ ଶହ ପ୍ରତିଯୋଗୀ ଅଂଶଗ୍ରହଣ କରିଥିଲେ । ବିଜେତାଙ୍କୁ ପୁରସ୍କାର ଓ ପ୍ରଶଂସାପତ୍ର ପ୍ରଦାନ କରାଯାଇଥିଲା । — [169, 739, 302, 888]
electric-dateline: ବାଲେଶ୍ୱର, ୨୫।୭ (ମାନସ ସାହୁ) — [1205, 307, 1320, 318]
